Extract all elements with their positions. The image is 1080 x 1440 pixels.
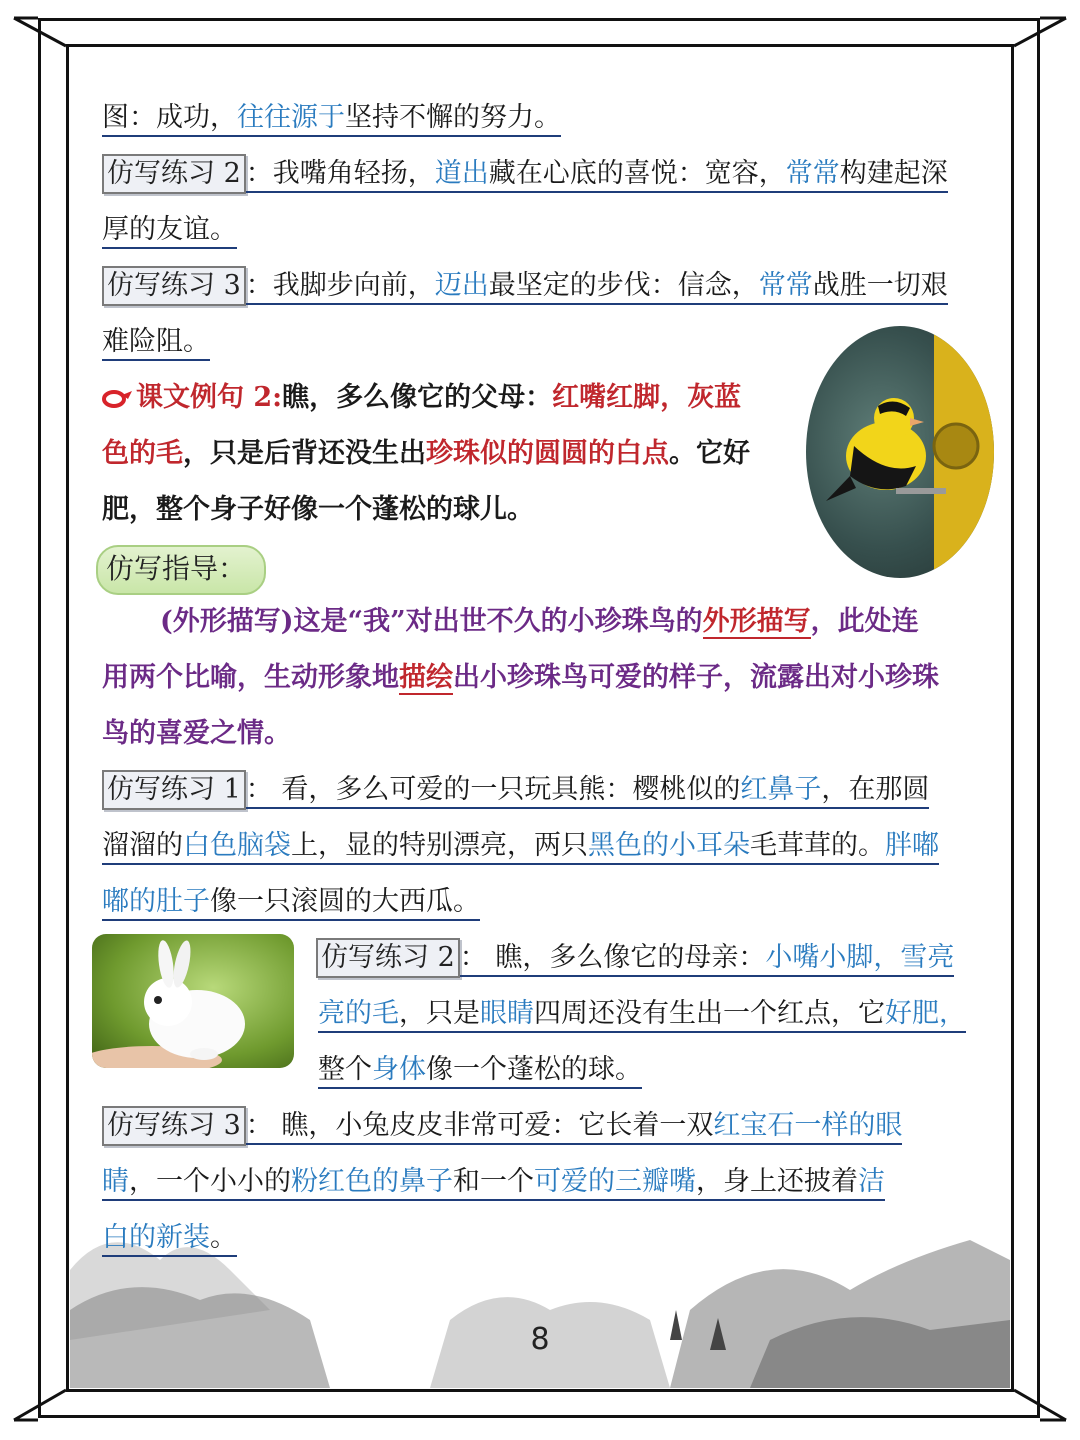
rabbit-illustration (92, 934, 294, 1068)
highlight-red: 色的毛 (102, 438, 183, 469)
text: ，只是 (399, 998, 480, 1029)
text: ，在那圆 (821, 774, 930, 805)
highlight-blue: 迈出 (434, 270, 489, 301)
text: 藏在心底的喜悦：宽容， (488, 158, 786, 189)
highlight-red-underlined: 描绘 (399, 662, 453, 693)
text: ，一个小小的 (129, 1166, 291, 1197)
highlight-blue: 常常 (758, 270, 813, 301)
highlight-red: 珍珠似的圆圆的白点 (426, 438, 669, 469)
text-line-5 (102, 322, 210, 362)
highlight-blue: 好肥， (885, 998, 966, 1029)
practice1-line-2 (102, 826, 939, 866)
highlight-blue: 粉红色的鼻子 (291, 1166, 453, 1197)
text: 难险阻。 (102, 326, 210, 361)
text: 。它好 (669, 438, 750, 469)
practice3-line-2 (102, 1162, 885, 1202)
highlight-red: 红嘴红脚，灰蓝 (552, 382, 742, 413)
guide-line-2 (102, 658, 939, 698)
practice-tag: 仿写练习 2 (102, 154, 246, 194)
highlight-blue: 往往源于 (237, 102, 345, 133)
text: 像一个蓬松的球。 (426, 1054, 642, 1085)
example-line-2 (102, 434, 750, 474)
highlight-blue: 红鼻子 (740, 774, 822, 805)
example-line-1 (102, 378, 741, 418)
text: 出小珍珠鸟可爱的样子，流露出对小珍珠 (453, 662, 939, 693)
highlight-blue: 眼睛 (480, 998, 534, 1029)
example-line-3 (102, 490, 534, 530)
bird-photo (806, 326, 994, 578)
highlight-blue: 小嘴小脚，雪亮 (765, 942, 955, 973)
text: 瞧，多么像它的父母： (282, 382, 553, 413)
text: 像一只滚圆的大西瓜。 (210, 886, 480, 917)
text: 溜溜的 (102, 830, 183, 861)
highlight-blue: 亮的毛 (318, 998, 399, 1029)
example-label: 课文例句 2: (136, 382, 283, 413)
text: ，只是后背还没生出 (183, 438, 426, 469)
highlight-blue: 黑色的小耳朵 (588, 830, 750, 861)
highlight-blue: 嘟的肚子 (102, 886, 210, 917)
text: ：我嘴角轻扬， (245, 158, 435, 189)
guide-line-3 (102, 714, 291, 754)
text: 。 (210, 1222, 237, 1253)
highlight-blue: 红宝石一样的眼 (713, 1110, 903, 1141)
highlight-blue: 睛 (102, 1166, 129, 1197)
practice3-line-1 (102, 1106, 902, 1146)
goldfinch-illustration (806, 326, 994, 578)
text: ，此处连 (810, 606, 919, 637)
text: 最坚定的步伐：信念， (488, 270, 759, 301)
text: 用两个比喻，生动形象地 (102, 662, 399, 693)
text: 坚持不懈的努力。 (345, 102, 561, 133)
highlight-blue: 白色脑袋 (183, 830, 291, 861)
bullet-icon (102, 389, 132, 409)
highlight-blue: 白的新装 (102, 1222, 210, 1253)
text-line-3 (102, 210, 237, 250)
text: 厚的友谊。 (102, 214, 237, 249)
text-line-4 (102, 266, 948, 306)
page-number: 8 (530, 1322, 550, 1357)
text-line-1 (102, 98, 561, 138)
text: 毛茸茸的。 (750, 830, 885, 861)
text: (外形描写)这是“我”对出世不久的小珍珠鸟的 (160, 606, 703, 637)
practice2-line-2 (318, 994, 966, 1034)
text: ，身上还披着 (696, 1166, 858, 1197)
highlight-blue: 常常 (785, 158, 840, 189)
text: 鸟的喜爱之情。 (102, 718, 291, 749)
text: ：我脚步向前， (245, 270, 435, 301)
highlight-blue: 道出 (434, 158, 489, 189)
text: ： 看，多么可爱的一只玩具熊：樱桃似的 (245, 774, 741, 805)
text: 四周还没有生出一个红点，它 (534, 998, 885, 1029)
practice-tag: 仿写练习 3 (102, 1106, 246, 1146)
text-line-2 (102, 154, 948, 194)
highlight-blue: 胖嘟 (885, 830, 939, 861)
text: 和一个 (453, 1166, 534, 1197)
practice-tag: 仿写练习 3 (102, 266, 246, 306)
text: 构建起深 (839, 158, 948, 189)
text: 肥，整个身子好像一个蓬松的球儿。 (102, 494, 534, 525)
highlight-red-underlined: 外形描写 (702, 606, 811, 637)
practice1-line-3 (102, 882, 480, 922)
text: 上，显的特别漂亮，两只 (291, 830, 588, 861)
practice3-line-3 (102, 1218, 237, 1258)
text: ： 瞧，多么像它的母亲： (459, 942, 766, 973)
highlight-blue: 可爱的三瓣嘴 (534, 1166, 696, 1197)
practice-tag: 仿写练习 1 (102, 770, 246, 810)
text: ： 瞧，小兔皮皮非常可爱：它长着一双 (245, 1110, 714, 1141)
rabbit-photo (92, 934, 294, 1068)
practice1-line-1 (102, 770, 929, 810)
guide-label: 仿写指导： (96, 545, 266, 595)
highlight-blue: 身体 (372, 1054, 426, 1085)
practice-tag: 仿写练习 2 (316, 938, 460, 978)
text: 图：成功， (102, 102, 237, 133)
practice2-line-1 (316, 938, 954, 978)
text: 整个 (318, 1054, 372, 1085)
text: 战胜一切艰 (812, 270, 948, 301)
guide-line-1 (160, 602, 919, 642)
practice2-line-3 (318, 1050, 642, 1090)
highlight-blue: 洁 (858, 1166, 885, 1197)
